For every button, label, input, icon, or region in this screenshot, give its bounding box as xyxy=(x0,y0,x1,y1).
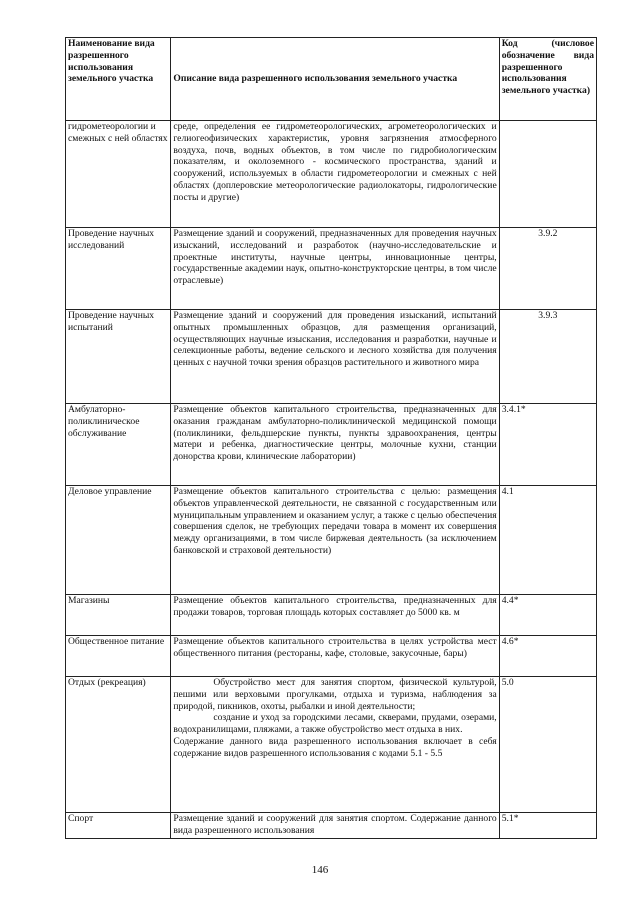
table-row xyxy=(66,310,597,404)
row-name: гидрометеорологии и смежных с ней областях xyxy=(66,121,171,228)
table-header-row xyxy=(66,38,597,121)
row-code: 3.4.1* xyxy=(499,404,596,486)
header-name: Наименование вида разрешенного использования земельного участка xyxy=(66,38,171,121)
table-row xyxy=(66,486,597,595)
table-row xyxy=(66,121,597,228)
row-code: 5.1* xyxy=(499,813,596,839)
row-code: 3.9.3 xyxy=(499,310,596,404)
table-row xyxy=(66,228,597,310)
table-row xyxy=(66,636,597,677)
row-description: Размещение объектов капитального строительства в целях устройства мест общественного питания (рестораны, кафе, столовые, закусочные, бары) xyxy=(171,636,499,677)
row-name: Отдых (рекреация) xyxy=(66,677,171,813)
row-name: Проведение научных исследований xyxy=(66,228,171,310)
header-code: Код (числовое обозначение вида разрешенного использования земельного участка) xyxy=(499,38,596,121)
row-description: Размещение зданий и сооружений для занятия спортом. Содержание данного вида разрешенного использования xyxy=(171,813,499,839)
table-row xyxy=(66,404,597,486)
row-description: Размещение объектов капитального строительства с целью: размещения объектов управленческой деятельности, не связанной с государственным или муниципальным управлением и оказанием услуг, а также с целью обеспечения совершения сделок, не требующих передачи товара в момент их совершения между организациями, в том числе биржевая деятельность (за исключением банковской и страховой деятельности) xyxy=(171,486,499,595)
header-description: Описание вида разрешенного использования земельного участка xyxy=(171,38,499,121)
row-description: Размещение зданий и сооружений для проведения изысканий, испытаний опытных промышленных образцов, для размещения организаций, осуществляющих научные изыскания, исследования и разработки, научные и селекционные работы, ведение сельского и лесного хозяйства для получения ценных с научной точки зрения образцов растительного и животного мира xyxy=(171,310,499,404)
table-row xyxy=(66,813,597,839)
row-description: среде, определения ее гидрометеорологических, агрометеорологических и гелиогеофизических характеристик, уровня загрязнения атмосферного воздуха, почв, водных объектов, в том числе по гидробиологическим показателям, и околоземного - космического пространства, зданий и сооружений, используемых в области гидрометеорологии и смежных с ней областях (доплеровские метеорологические радиолокаторы, гидрологические посты и другие) xyxy=(171,121,499,228)
row-code: 3.9.2 xyxy=(499,228,596,310)
row-description: Размещение объектов капитального строительства, предназначенных для оказания гражданам амбулаторно-поликлинической медицинской помощи (поликлиники, фельдшерские пункты, пункты здравоохранения, центры матери и ребенка, диагностические центры, молочные кухни, станции донорства крови, клинические лаборатории) xyxy=(171,404,499,486)
row-description: Размещение объектов капитального строительства, предназначенных для продажи товаров, торговая площадь которых составляет до 5000 кв. м xyxy=(171,595,499,636)
land-use-table xyxy=(65,37,597,839)
row-description: Размещение зданий и сооружений, предназначенных для проведения научных изысканий, исследований и разработок (научно-исследовательские и проектные институты, научные центры, инновационные центры, государственные академии наук, опытно-конструкторские центры, в том числе отраслевые) xyxy=(171,228,499,310)
row-name: Магазины xyxy=(66,595,171,636)
row-description: Обустройство мест для занятия спортом, физической культурой, пешими или верховыми прогулками, отдыха и туризма, наблюдения за природой, пикников, охоты, рыбалки и иной деятельности; создание и уход за городскими лесами, скверами, прудами, озерами, водохранилищами, пляжами, а также обустройство мест отдыха в них. Содержание данного вида разрешенного использования включает в себя содержание видов разрешенного использования с кодами 5.1 - 5.5 xyxy=(171,677,499,813)
row-name: Деловое управление xyxy=(66,486,171,595)
row-name: Общественное питание xyxy=(66,636,171,677)
row-code: 4.1 xyxy=(499,486,596,595)
page-number: 146 xyxy=(311,864,329,876)
row-name: Амбулаторно-поликлиническое обслуживание xyxy=(66,404,171,486)
row-code xyxy=(499,121,596,228)
row-code: 4.4* xyxy=(499,595,596,636)
table-row xyxy=(66,677,597,813)
row-name: Спорт xyxy=(66,813,171,839)
row-code: 4.6* xyxy=(499,636,596,677)
row-code: 5.0 xyxy=(499,677,596,813)
row-name: Проведение научных испытаний xyxy=(66,310,171,404)
table-row xyxy=(66,595,597,636)
